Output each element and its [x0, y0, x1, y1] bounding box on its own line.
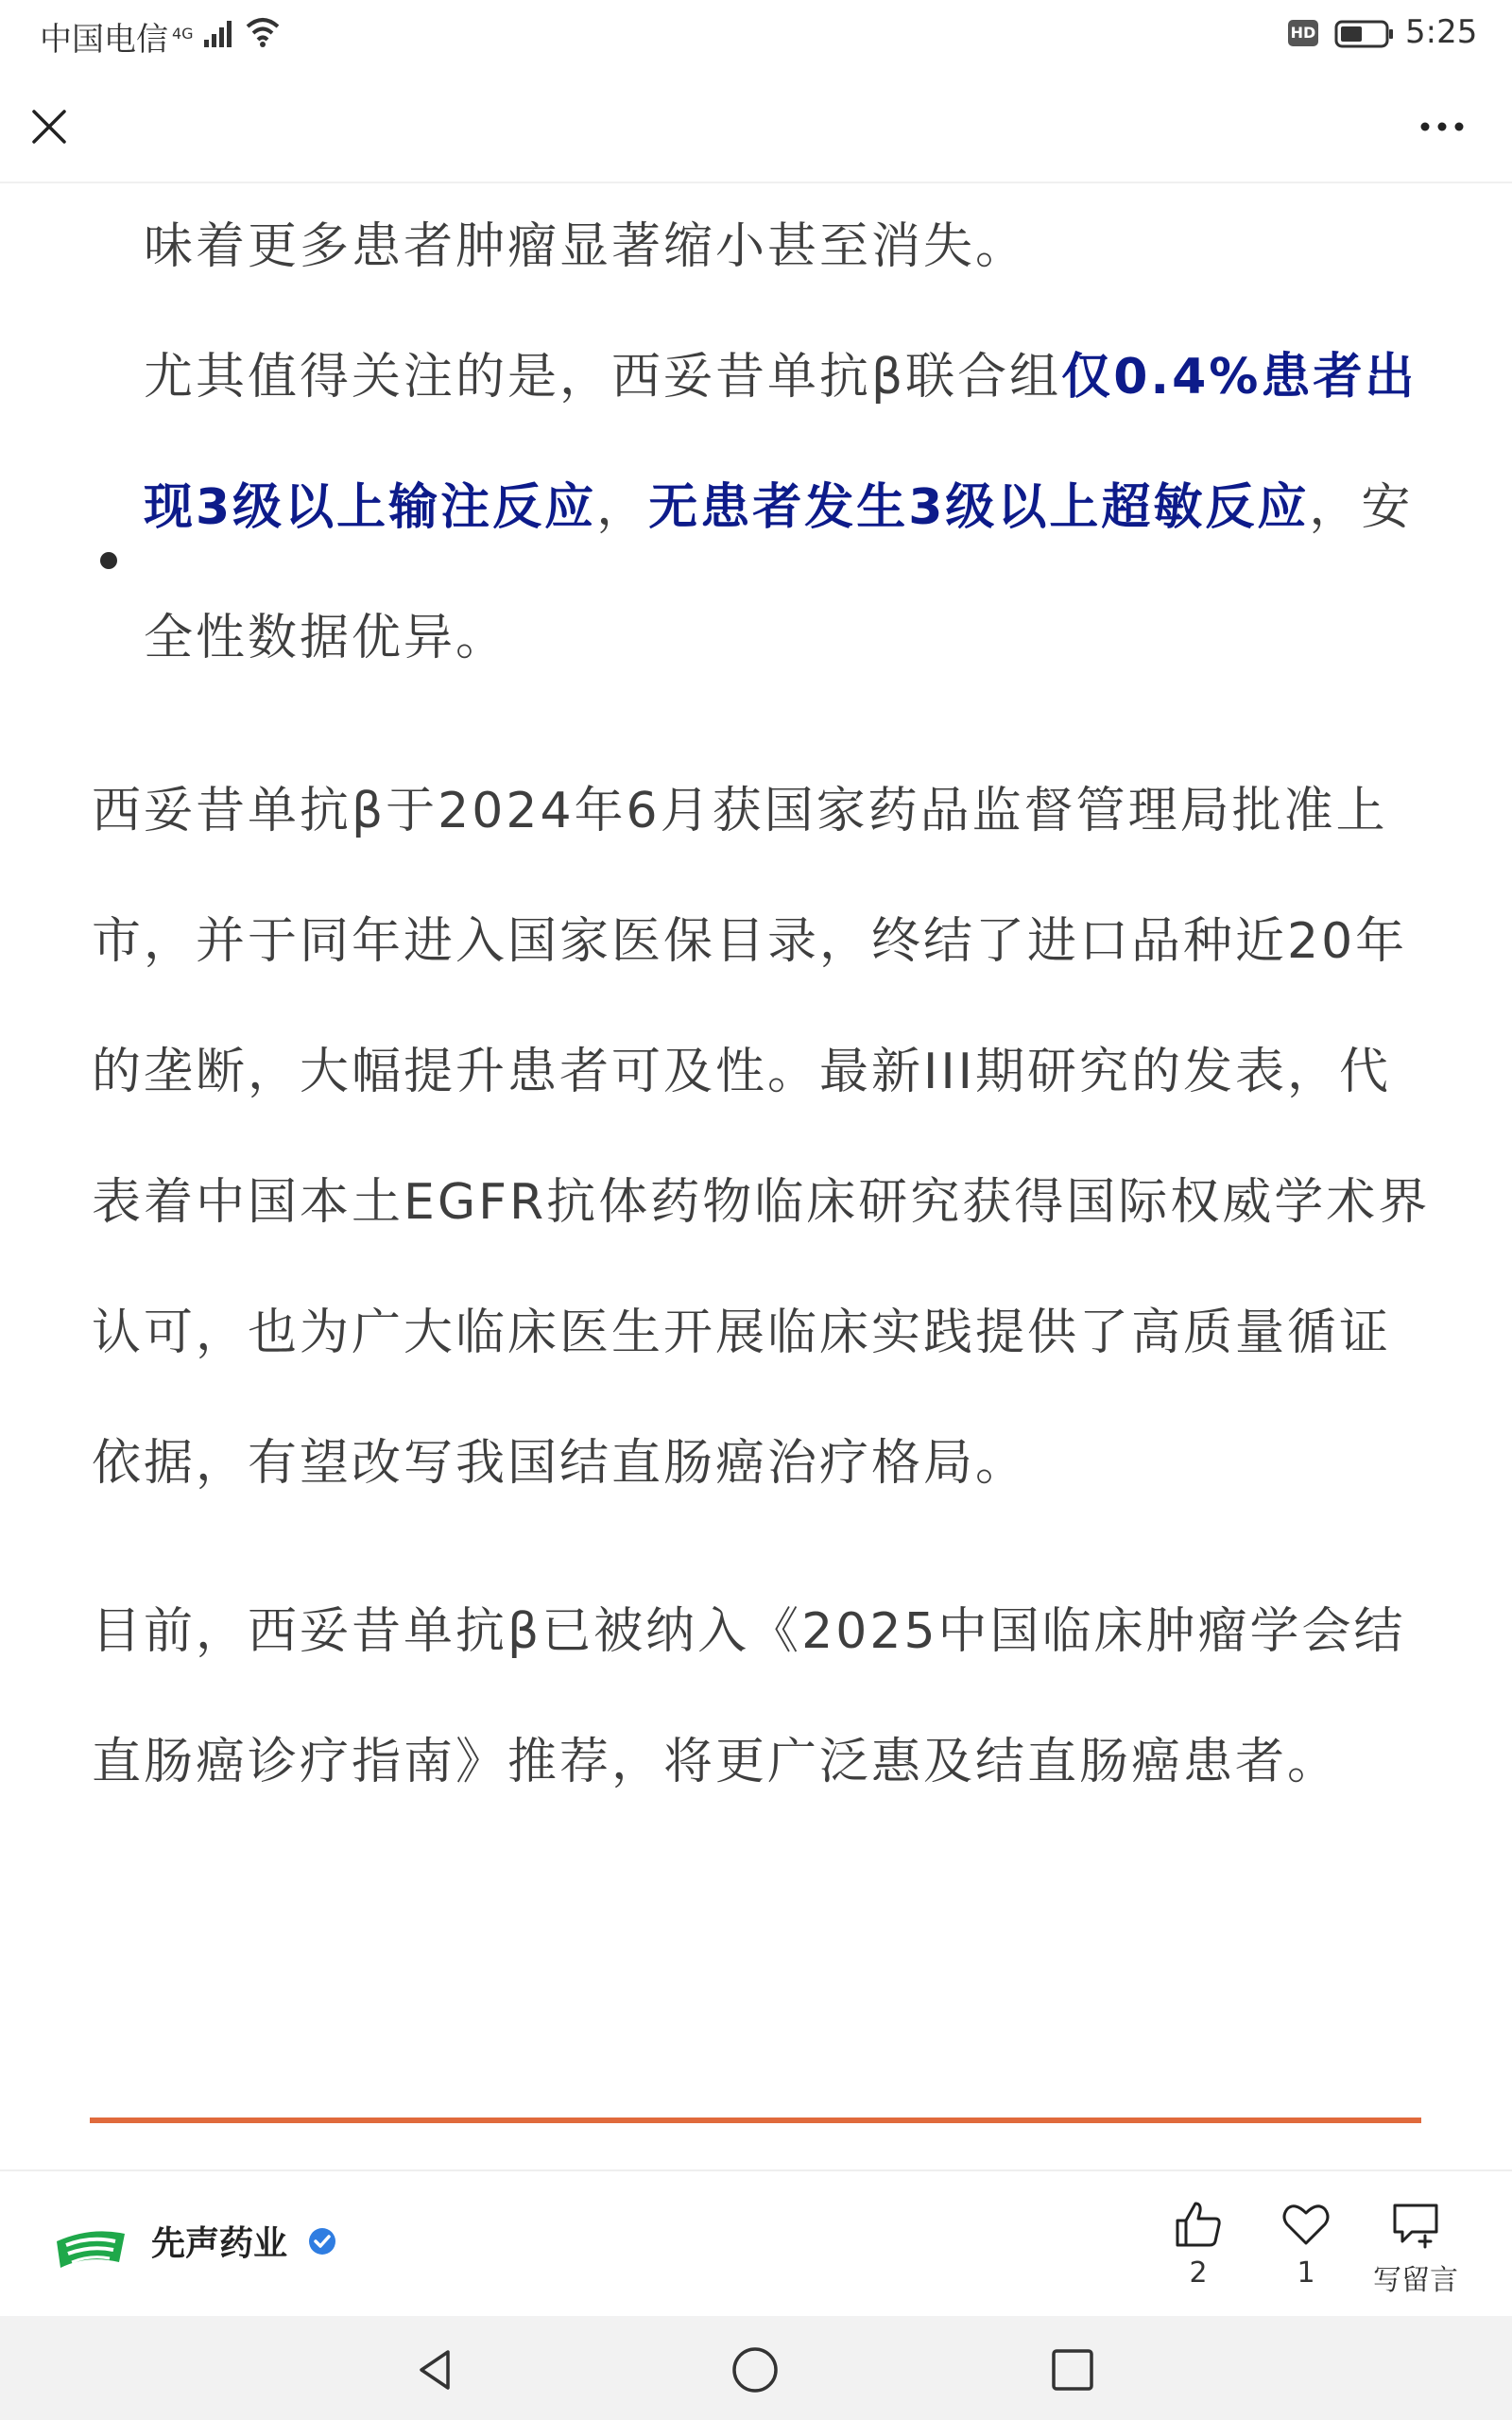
bullet-dot	[100, 552, 117, 569]
heart-icon	[1280, 2198, 1332, 2251]
highlight-infusion-reaction: 仅0.4%患者出现3级以上输注反应	[144, 349, 1418, 536]
favorite-count: 1	[1297, 2256, 1315, 2290]
paragraph-approval: 西妥昔单抗β于2024年6月获国家药品监督管理局批准上市，并于同年进入国家医保目录，终结了进口品种近20年的垄断，大幅提升患者可及性。最新III期研究的发表，代表着中国本土EGFR抗体药物临床研究获得国际权威学术界认可，也为广大临床医生开展临床实践提供了高质量循证依据，有望改写我国结直肠癌治疗格局。	[92, 783, 1431, 1492]
clock: 5:25	[1405, 13, 1478, 51]
carrier-label: 中国电信 $^{4G}$	[40, 21, 194, 59]
wifi-icon	[244, 15, 282, 49]
like-button[interactable]	[1151, 2198, 1246, 2290]
home-icon[interactable]	[730, 2344, 781, 2395]
system-nav-bar	[0, 2316, 1512, 2420]
bullet-tail-text: ，安全性数据优异。	[144, 479, 1414, 666]
back-icon[interactable]	[410, 2344, 461, 2395]
favorite-button[interactable]	[1259, 2198, 1353, 2290]
comment-button[interactable]	[1366, 2198, 1465, 2298]
more-options-icon[interactable]	[1414, 100, 1470, 153]
status-bar	[0, 0, 1512, 72]
network-type: 4G	[172, 24, 194, 43]
bottom-action-bar	[0, 2169, 1512, 2318]
comment-add-icon	[1389, 2198, 1442, 2251]
close-icon[interactable]	[26, 104, 72, 149]
signal-icon	[202, 17, 234, 49]
comment-label: 写留言	[1373, 2264, 1458, 2297]
company-logo-icon[interactable]	[53, 2221, 129, 2277]
thumbs-up-icon	[1172, 2198, 1225, 2251]
verified-badge-icon	[307, 2226, 337, 2256]
bullet-paragraph	[144, 312, 1448, 703]
battery-icon	[1334, 19, 1395, 49]
bullet-lead-text: 尤其值得关注的是，西妥昔单抗β联合组	[144, 349, 1062, 406]
hd-badge: HD	[1288, 20, 1318, 46]
like-count: 2	[1189, 2256, 1208, 2290]
article-divider	[90, 2118, 1421, 2123]
paragraph-continued: 味着更多患者肿瘤显著缩小甚至消失。	[144, 218, 1028, 275]
top-nav	[0, 72, 1512, 183]
paragraph-guideline: 目前，西妥昔单抗β已被纳入《2025中国临床肿瘤学会结直肠癌诊疗指南》推荐，将更广泛惠及结直肠癌患者。	[92, 1603, 1406, 1790]
highlight-hypersensitivity: 无患者发生3级以上超敏反应	[648, 479, 1310, 536]
recent-apps-icon[interactable]	[1047, 2344, 1098, 2395]
bullet-separator: ，	[596, 479, 649, 536]
account-name[interactable]: 先声药业	[151, 2224, 288, 2263]
